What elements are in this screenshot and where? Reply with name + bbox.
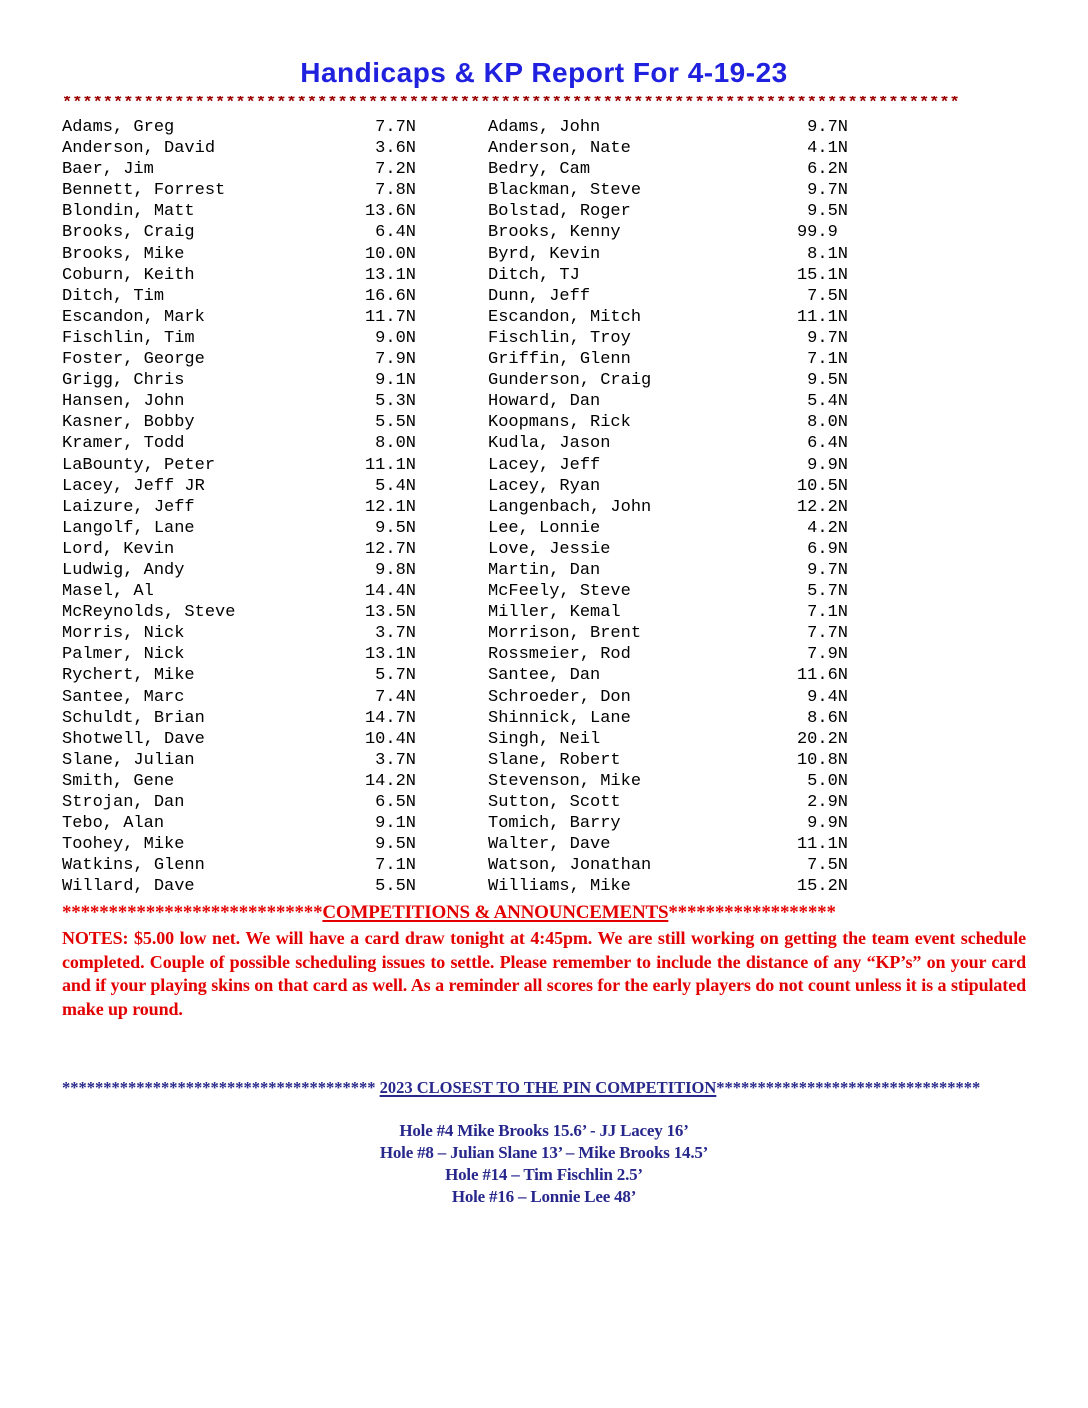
pin-competition-header [62, 1078, 1026, 1098]
player-handicap: 7.7N [796, 624, 848, 644]
roster-row [488, 307, 848, 328]
player-handicap: 4.2N [796, 518, 848, 538]
player-name: Schroeder, Don [488, 687, 631, 707]
player-handicap: 3.6N [364, 139, 416, 159]
roster-row [488, 138, 848, 159]
roster-row [62, 159, 416, 180]
player-name: Singh, Neil [488, 729, 601, 749]
roster-row [488, 180, 848, 201]
player-handicap: 7.7N [364, 118, 416, 137]
player-name: Strojan, Dan [62, 793, 185, 812]
player-handicap: 12.1N [364, 497, 416, 517]
player-handicap: 10.5N [796, 476, 848, 496]
roster-row [488, 476, 848, 497]
roster-row [62, 286, 416, 307]
pin-results [62, 1120, 1026, 1208]
player-name: Slane, Robert [488, 750, 621, 770]
player-name: Toohey, Mike [62, 835, 185, 855]
player-name: Dunn, Jeff [488, 286, 591, 306]
player-name: Watson, Jonathan [488, 856, 652, 876]
player-name: Kramer, Todd [62, 434, 185, 454]
roster-row [62, 687, 416, 708]
player-handicap: 9.0N [364, 328, 416, 348]
roster-row [488, 370, 848, 391]
player-handicap: 9.9N [796, 455, 848, 475]
player-handicap: 99.9 [796, 223, 848, 243]
player-handicap: 15.1N [796, 265, 848, 285]
player-name: Blackman, Steve [488, 181, 642, 201]
player-name: Gunderson, Craig [488, 371, 652, 391]
roster-row [488, 708, 848, 729]
player-name: Bedry, Cam [488, 160, 591, 180]
player-name: Blondin, Matt [62, 202, 195, 222]
roster-row [488, 876, 848, 897]
announcements-header [62, 902, 1026, 924]
roster-row [62, 433, 416, 454]
player-handicap: 7.4N [364, 687, 416, 707]
roster-row [62, 307, 416, 328]
player-name: Morris, Nick [62, 624, 185, 644]
roster-row [62, 876, 416, 897]
player-handicap: 7.8N [364, 181, 416, 201]
player-name: Willard, Dave [62, 877, 195, 897]
roster-row [62, 180, 416, 201]
player-handicap: 4.1N [796, 139, 848, 159]
roster-row [62, 518, 416, 539]
player-handicap: 9.4N [796, 687, 848, 707]
roster-row [62, 813, 416, 834]
star-divider: **************************************************************************************** [62, 96, 960, 112]
roster-row [62, 455, 416, 476]
roster-row [62, 265, 416, 286]
player-handicap: 13.5N [364, 603, 416, 623]
player-name: Tebo, Alan [62, 814, 165, 834]
pin-stars-right: ******************************** [716, 1078, 981, 1098]
player-handicap: 14.4N [364, 582, 416, 602]
roster-row [62, 855, 416, 876]
player-handicap: 6.2N [796, 160, 848, 180]
player-handicap: 5.7N [364, 666, 416, 686]
roster-row [488, 201, 848, 222]
roster-row [488, 729, 848, 750]
player-name: Ditch, Tim [62, 286, 165, 306]
roster-row [488, 455, 848, 476]
roster-row [488, 602, 848, 623]
player-name: Escandon, Mitch [488, 307, 642, 327]
roster-row [488, 265, 848, 286]
player-name: Coburn, Keith [62, 265, 195, 285]
player-handicap: 9.8N [364, 560, 416, 580]
announcements-stars-right: ****************** [668, 902, 836, 924]
roster-row [488, 644, 848, 665]
roster-row [62, 539, 416, 560]
player-name: Masel, Al [62, 582, 154, 602]
player-handicap: 7.5N [796, 286, 848, 306]
player-handicap: 14.2N [364, 771, 416, 791]
player-name: Griffin, Glenn [488, 350, 631, 370]
player-name: McReynolds, Steve [62, 603, 236, 623]
roster-row [62, 665, 416, 686]
player-name: Laizure, Jeff [62, 497, 195, 517]
roster-row [62, 602, 416, 623]
player-name: Miller, Kemal [488, 603, 621, 623]
roster-row [62, 476, 416, 497]
roster-row [62, 497, 416, 518]
player-handicap: 8.1N [796, 244, 848, 264]
player-name: Fischlin, Tim [62, 328, 195, 348]
player-name: Smith, Gene [62, 771, 175, 791]
roster-row [488, 687, 848, 708]
roster-row [62, 244, 416, 265]
roster-row [488, 623, 848, 644]
player-name: Ditch, TJ [488, 265, 580, 285]
player-handicap: 9.5N [796, 371, 848, 391]
player-name: Brooks, Mike [62, 244, 185, 264]
player-handicap: 13.1N [364, 265, 416, 285]
player-name: Ludwig, Andy [62, 560, 185, 580]
announcements-notes: NOTES: $5.00 low net. We will have a card draw tonight at 4:45pm. We are still working on getting the team event schedule completed. Couple of possible scheduling issues to settle. Please remember to include the distance of any “KP’s” on your card and if your playing skins on that card as well. As a reminder all scores for the early players do not count unless it is a stipulated make up round. [62, 928, 1026, 1019]
player-name: LaBounty, Peter [62, 455, 216, 475]
player-name: Martin, Dan [488, 560, 601, 580]
player-name: Anderson, Nate [488, 139, 631, 159]
roster-row [488, 539, 848, 560]
player-name: Foster, George [62, 350, 205, 370]
player-handicap: 11.1N [364, 455, 416, 475]
player-handicap: 5.3N [364, 392, 416, 412]
player-handicap: 20.2N [796, 729, 848, 749]
player-handicap: 6.4N [364, 223, 416, 243]
player-handicap: 7.2N [364, 160, 416, 180]
roster-row [62, 138, 416, 159]
pin-competition-title: 2023 CLOSEST TO THE PIN COMPETITION [379, 1078, 717, 1098]
player-handicap: 9.7N [796, 328, 848, 348]
player-handicap: 9.7N [796, 118, 848, 137]
player-handicap: 5.4N [364, 476, 416, 496]
player-name: McFeely, Steve [488, 582, 631, 602]
pin-result-line: Hole #4 Mike Brooks 15.6’ - JJ Lacey 16’ [399, 1121, 689, 1141]
player-handicap: 5.7N [796, 582, 848, 602]
player-handicap: 10.4N [364, 729, 416, 749]
roster-row [488, 349, 848, 370]
player-handicap: 7.9N [796, 645, 848, 665]
pin-result-line: Hole #8 – Julian Slane 13’ – Mike Brooks 14.5’ [379, 1143, 709, 1163]
player-name: Byrd, Kevin [488, 244, 601, 264]
player-name: Williams, Mike [488, 877, 631, 897]
roster-row [62, 560, 416, 581]
player-name: Palmer, Nick [62, 645, 185, 665]
player-name: Love, Jessie [488, 539, 611, 559]
player-handicap: 6.9N [796, 539, 848, 559]
player-handicap: 9.9N [796, 814, 848, 834]
player-handicap: 9.7N [796, 181, 848, 201]
roster-row [62, 349, 416, 370]
player-name: Walter, Dave [488, 835, 611, 855]
roster-row [488, 771, 848, 792]
pin-result-line: Hole #14 – Tim Fischlin 2.5’ [445, 1165, 643, 1185]
player-name: Bennett, Forrest [62, 181, 226, 201]
player-name: Rossmeier, Rod [488, 645, 631, 665]
player-name: Sutton, Scott [488, 793, 621, 812]
player-name: Koopmans, Rick [488, 413, 631, 433]
player-handicap: 11.1N [796, 835, 848, 855]
player-handicap: 2.9N [796, 793, 848, 812]
pin-result-line: Hole #16 – Lonnie Lee 48’ [451, 1187, 637, 1207]
player-name: Lacey, Jeff [488, 455, 601, 475]
player-name: Lacey, Jeff JR [62, 476, 205, 496]
player-handicap: 5.4N [796, 392, 848, 412]
player-name: Lee, Lonnie [488, 518, 601, 538]
roster-row [488, 750, 848, 771]
player-name: Howard, Dan [488, 392, 601, 412]
player-handicap: 14.7N [364, 708, 416, 728]
roster-row [62, 750, 416, 771]
player-handicap: 5.0N [796, 771, 848, 791]
roster-row [488, 560, 848, 581]
roster-row [488, 222, 848, 243]
player-handicap: 9.5N [364, 835, 416, 855]
player-name: Grigg, Chris [62, 371, 185, 391]
player-name: Kudla, Jason [488, 434, 611, 454]
player-name: Fischlin, Troy [488, 328, 631, 348]
roster-row [62, 792, 416, 813]
roster-column-right [488, 117, 848, 897]
player-handicap: 15.2N [796, 877, 848, 897]
player-name: Santee, Dan [488, 666, 601, 686]
player-name: Hansen, John [62, 392, 185, 412]
roster-row [62, 834, 416, 855]
roster-row [62, 391, 416, 412]
player-name: Brooks, Kenny [488, 223, 621, 243]
player-handicap: 11.1N [796, 307, 848, 327]
player-handicap: 6.4N [796, 434, 848, 454]
player-handicap: 7.5N [796, 856, 848, 876]
roster-row [488, 286, 848, 307]
player-handicap: 3.7N [364, 750, 416, 770]
roster-row [488, 117, 848, 138]
roster-row [62, 644, 416, 665]
player-name: Brooks, Craig [62, 223, 195, 243]
player-name: Langolf, Lane [62, 518, 195, 538]
player-name: Tomich, Barry [488, 814, 621, 834]
player-name: Baer, Jim [62, 160, 154, 180]
roster-row [488, 433, 848, 454]
player-handicap: 8.6N [796, 708, 848, 728]
announcements-title: COMPETITIONS & ANNOUNCEMENTS [322, 902, 669, 924]
player-handicap: 3.7N [364, 624, 416, 644]
player-handicap: 8.0N [364, 434, 416, 454]
player-handicap: 12.2N [796, 497, 848, 517]
roster-row [488, 665, 848, 686]
player-handicap: 7.1N [796, 603, 848, 623]
player-handicap: 10.0N [364, 244, 416, 264]
player-handicap: 12.7N [364, 539, 416, 559]
roster-row [62, 729, 416, 750]
roster-row [488, 391, 848, 412]
player-name: Schuldt, Brian [62, 708, 205, 728]
player-handicap: 9.5N [796, 202, 848, 222]
player-handicap: 9.1N [364, 814, 416, 834]
player-name: Anderson, David [62, 139, 216, 159]
roster-row [62, 581, 416, 602]
player-name: Watkins, Glenn [62, 856, 205, 876]
roster-row [488, 792, 848, 813]
player-handicap: 11.6N [796, 666, 848, 686]
player-name: Shinnick, Lane [488, 708, 631, 728]
announcements-stars-left: **************************** [62, 902, 323, 924]
roster-row [488, 244, 848, 265]
roster-row [488, 159, 848, 180]
roster-row [62, 370, 416, 391]
player-name: Kasner, Bobby [62, 413, 195, 433]
pin-stars-left: ************************************** [62, 1078, 376, 1098]
player-handicap: 13.6N [364, 202, 416, 222]
player-name: Slane, Julian [62, 750, 195, 770]
player-name: Adams, Greg [62, 118, 175, 137]
player-name: Rychert, Mike [62, 666, 195, 686]
roster-row [488, 518, 848, 539]
roster-row [488, 497, 848, 518]
player-handicap: 7.1N [364, 856, 416, 876]
roster-row [62, 201, 416, 222]
player-name: Stevenson, Mike [488, 771, 642, 791]
player-handicap: 11.7N [364, 307, 416, 327]
roster-row [62, 708, 416, 729]
player-handicap: 16.6N [364, 286, 416, 306]
roster-row [62, 222, 416, 243]
player-handicap: 9.1N [364, 371, 416, 391]
player-handicap: 5.5N [364, 877, 416, 897]
roster-row [488, 813, 848, 834]
player-name: Langenbach, John [488, 497, 652, 517]
roster-row [62, 328, 416, 349]
player-name: Escandon, Mark [62, 307, 205, 327]
roster-row [488, 855, 848, 876]
roster-row [488, 834, 848, 855]
player-name: Shotwell, Dave [62, 729, 205, 749]
player-name: Lord, Kevin [62, 539, 175, 559]
roster-row [488, 412, 848, 433]
roster-row [62, 412, 416, 433]
player-handicap: 9.7N [796, 560, 848, 580]
player-name: Bolstad, Roger [488, 202, 631, 222]
roster-row [488, 581, 848, 602]
player-handicap: 13.1N [364, 645, 416, 665]
player-name: Morrison, Brent [488, 624, 642, 644]
roster-row [488, 328, 848, 349]
player-name: Adams, John [488, 118, 601, 137]
player-name: Santee, Marc [62, 687, 185, 707]
handicap-roster [62, 117, 1026, 897]
roster-row [62, 623, 416, 644]
page-title: Handicaps & KP Report For 4-19-23 [300, 57, 788, 88]
player-handicap: 7.9N [364, 350, 416, 370]
roster-row [62, 117, 416, 138]
player-handicap: 5.5N [364, 413, 416, 433]
player-name: Lacey, Ryan [488, 476, 601, 496]
roster-row [62, 771, 416, 792]
player-handicap: 7.1N [796, 350, 848, 370]
player-handicap: 9.5N [364, 518, 416, 538]
player-handicap: 8.0N [796, 413, 848, 433]
roster-column-left [62, 117, 416, 897]
player-handicap: 6.5N [364, 793, 416, 812]
player-handicap: 10.8N [796, 750, 848, 770]
